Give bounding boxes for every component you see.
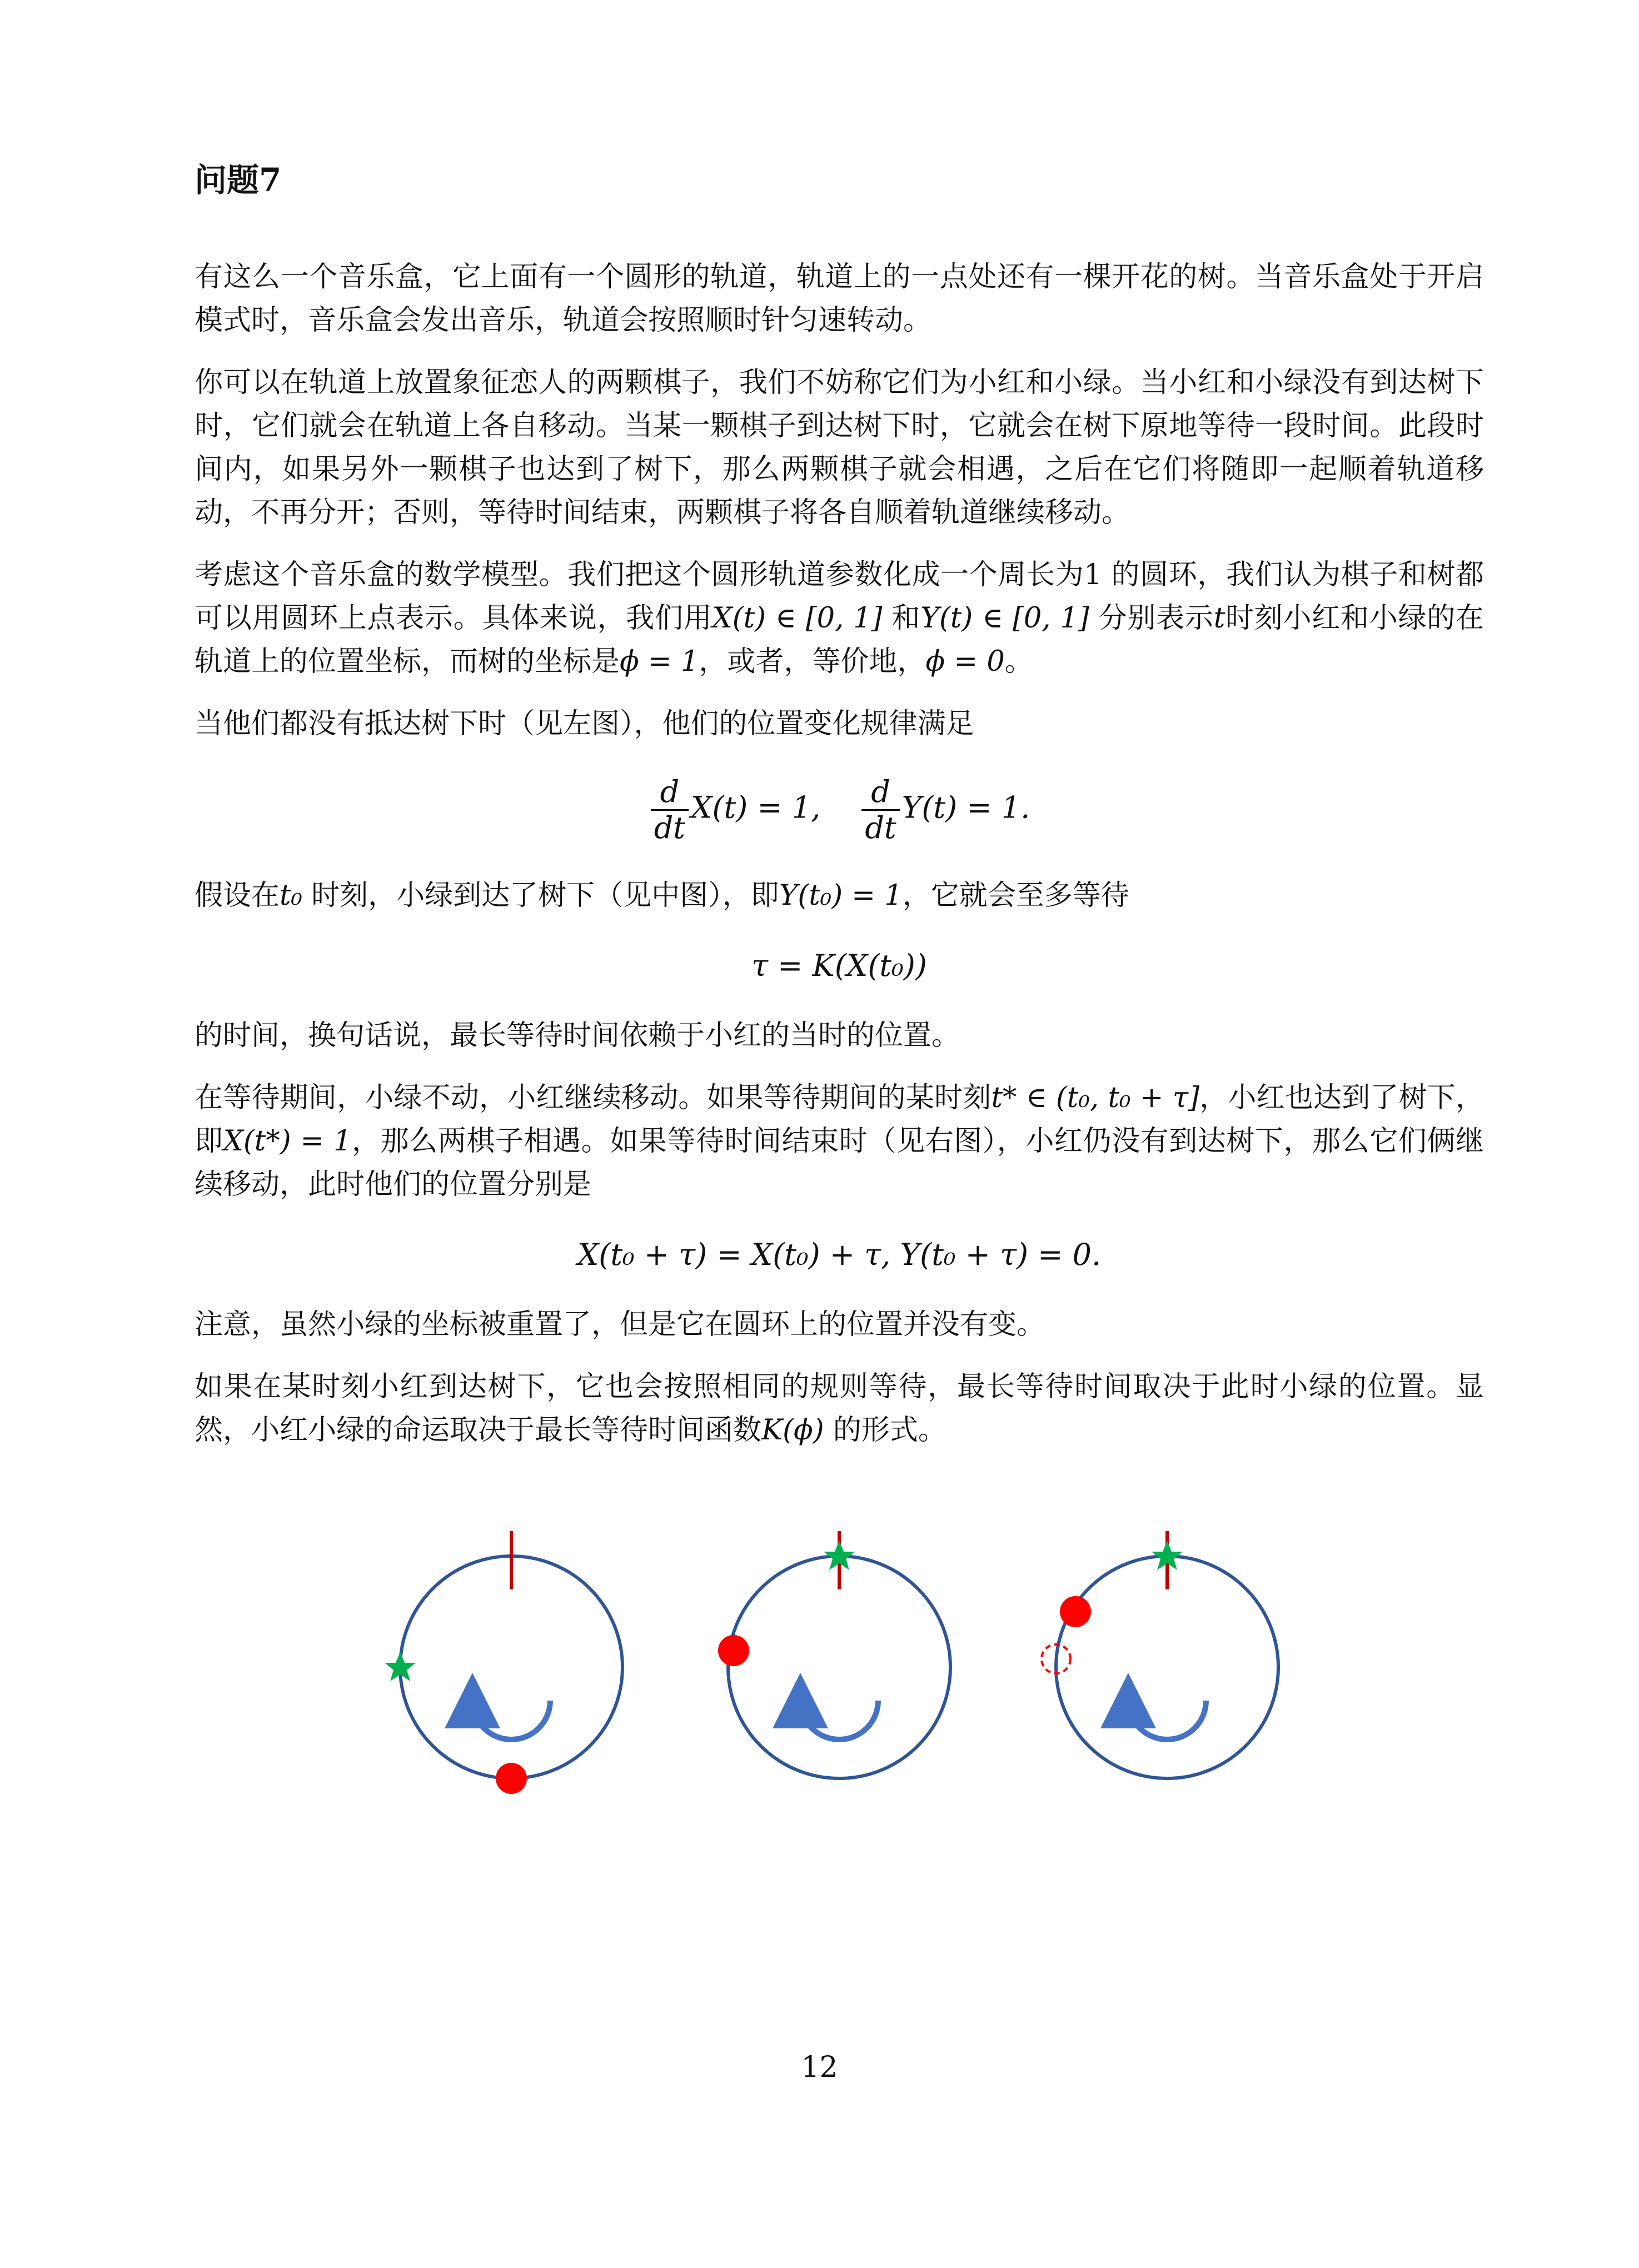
problem-heading: 问题7: [195, 161, 282, 199]
fraction-d-dt-y: $\frac{d}{dt}$: [861, 775, 899, 845]
clockwise-arrow: [472, 1701, 550, 1739]
diagram-middle: [718, 1531, 950, 1778]
math-x-t-star: X(t*) = 1: [223, 1124, 352, 1158]
paragraph-fate: 如果在某时刻小红到达树下，它也会按照相同的规则等待，最长等待时间取决于此时小绿的位置。显然，小红小绿的命运取决于最长等待时间函数K(ϕ) 的形式。: [195, 1370, 1484, 1447]
math-t0: t₀: [280, 879, 302, 912]
math-y-t0: Y(t₀) = 1: [779, 879, 903, 912]
paragraph-rules: 你可以在轨道上放置象征恋人的两颗棋子，我们不妨称它们为小红和小绿。当小红和小绿没有到达树下时，它们就会在轨道上各自移动。当某一颗棋子到达树下时，它就会在树下原地等待一段时间。此段时间内，如果另外一颗棋子也达到了树下，那么两颗棋子就会相遇，之后在它们将随即一起顺着轨道移动，不再分开；否则，等待时间结束，两颗棋子将各自顺着轨道继续移动。: [195, 366, 1484, 529]
paragraph-meeting: 在等待期间，小绿不动，小红继续移动。如果等待期间的某时刻t* ∈ (t₀, t₀ + τ]，小红也达到了树下，即X(t*) = 1，那么两棋子相遇。如果等待时间结束时（见右图），小红仍没有到达树下，那么它们俩继续移动，此时他们的位置分别是: [195, 1081, 1484, 1201]
paragraph-motion: 当他们都没有抵达树下时（见左图），他们的位置变化规律满足: [195, 707, 974, 740]
music-box-diagram: [356, 1501, 1301, 1812]
paragraph-note: 注意，虽然小绿的坐标被重置了，但是它在圆环上的位置并没有变。: [195, 1308, 1045, 1342]
math-tree-coord: ϕ = 1: [620, 645, 699, 678]
math-t: t: [1213, 601, 1225, 635]
paragraph-wait-depends: 的时间，换句话说，最长等待时间依赖于小红的当时的位置。: [195, 1019, 960, 1052]
equation-tau: τ = K(X(t₀)): [751, 948, 927, 983]
math-k-phi: K(ϕ): [761, 1414, 824, 1447]
clockwise-arrow: [800, 1701, 878, 1739]
red-piece: [718, 1635, 749, 1666]
equation-motion: $\frac{d}{dt}$ X(t) = 1, $\frac{d}{dt}$ Y(t) = 1.: [195, 775, 1484, 845]
paragraph-intro: 有这么一个音乐盒，它上面有一个圆形的轨道，轨道上的一点处还有一棵开花的树。当音乐盒处于开启模式时，音乐盒会发出音乐，轨道会按照顺时针匀速转动。: [195, 260, 1484, 337]
paragraph-waiting: 假设在t₀ 时刻，小绿到达了树下（见中图），即Y(t₀) = 1，它就会至多等待: [195, 879, 1129, 912]
red-piece: [1060, 1596, 1091, 1627]
page-content: [195, 161, 1484, 1471]
math-x-range: X(t) ∈ [0, 1]: [712, 601, 883, 635]
math-t-star: t* ∈ (t₀, t₀ + τ]: [991, 1081, 1200, 1114]
page-number: 12: [801, 2051, 838, 2084]
diagram-left: [385, 1531, 622, 1794]
red-piece: [496, 1763, 527, 1794]
math-y-range: Y(t) ∈ [0, 1]: [920, 601, 1089, 635]
diagram-right: [1042, 1531, 1278, 1778]
math-tree-coord-alt: ϕ = 0: [925, 645, 1005, 678]
fraction-d-dt-x: $\frac{d}{dt}$: [651, 775, 689, 845]
clockwise-arrow: [1128, 1701, 1206, 1739]
paragraph-model: 考虑这个音乐盒的数学模型。我们把这个圆形轨道参数化成一个周长为1 的圆环，我们认为棋子和树都可以用圆环上点表示。具体来说，我们用X(t) ∈ [0, 1] 和Y(t) ∈ [0, 1] 分别表示t时刻小红和小绿的在轨道上的位置坐标，而树的坐标是ϕ = 1，或者，等价地，ϕ = 0。: [195, 558, 1484, 678]
equation-reset: X(t₀ + τ) = X(t₀) + τ, Y(t₀ + τ) = 0.: [577, 1237, 1102, 1272]
